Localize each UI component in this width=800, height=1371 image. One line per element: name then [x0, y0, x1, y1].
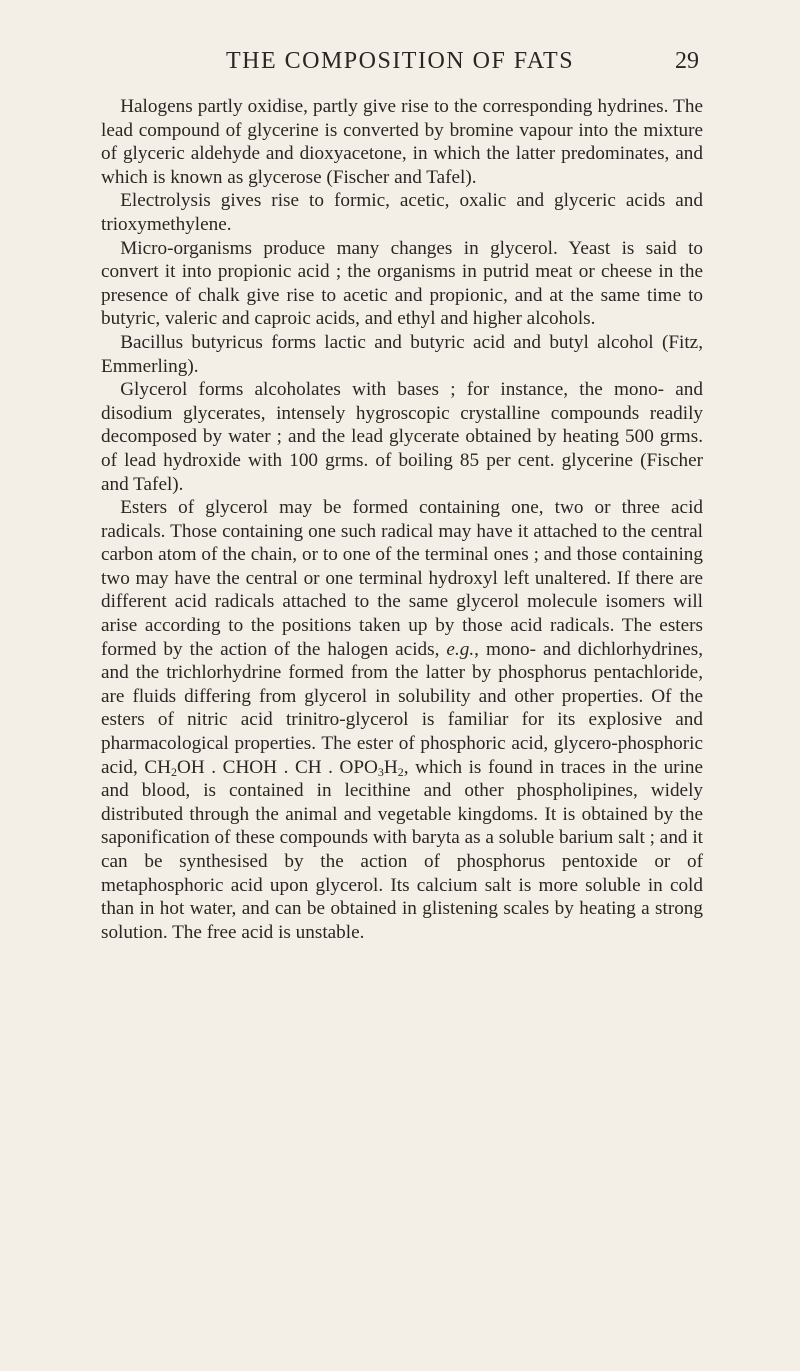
running-title: THE COMPOSITION OF FATS [225, 48, 575, 74]
page-number: 29 [675, 48, 699, 74]
paragraph-alcoholates: Glycerol forms alcoholates with bases ; for instance, the mono- and disodium glycerates, intensely hygroscopic crystalline compounds readily decomposed by water ; and the lead glycerate obtained by heating 500 grms. of lead hydroxide with 100 grms. of boiling 85 per cent. glycerine (Fischer and Tafel). [101, 379, 703, 495]
paragraph-halogens: Halogens partly oxidise, partly give rise to the corresponding hydrines. The lead compound of glycerine is converted by bromine vapour into the mixture of glyceric aldehyde and dioxyacetone, in which the latter predominates, and which is known as glycerose (Fischer and Tafel). [101, 96, 703, 188]
esters-text-part-3: , which is found in traces in the urine and blood, is contained in lecithine and other phospholipines, widely distributed through the animal and vegetable kingdoms. It is obtained by the saponification of these compounds with baryta as a soluble barium salt ; and it can be synthesised by the action of phosphorus pentoxide or of metaphosphoric acid upon glycerol. Its calcium salt is more soluble in cold than in hot water, and can be obtained in glistening scales by heating a strong solution. The free acid is unstable. [101, 756, 704, 943]
paragraph-esters [101, 496, 703, 944]
paragraph-electrolysis: Electrolysis gives rise to formic, acetic, oxalic and glyceric acids and trioxymethylene. [101, 190, 703, 235]
chemical-formula: $CH_2OH$ . CHOH . CH . $OPO_3H_2$ [144, 756, 404, 779]
paragraph-micro-organisms: Micro-organisms produce many changes in glycerol. Yeast is said to convert it into propionic acid ; the organisms in putrid meat or cheese in the presence of chalk give rise to acetic and propionic, and at the same time to butyric, valeric and caproic acids, and ethyl and higher alcohols. [101, 237, 703, 330]
eg-abbreviation: e.g. [446, 638, 475, 660]
esters-text-part-1: Esters of glycerol may be formed containing one, two or three acid radicals. Those containing one such radical may have it attached to the central carbon atom of the chain, or to one of the terminal ones ; and those containing two may have the central or one terminal hydroxyl left unaltered. If there are different acid radicals attached to the same glycerol molecule isomers will arise according to the positions taken up by those acid radicals. The esters formed by the action of the halogen acids, [101, 497, 703, 660]
paragraph-bacillus: Bacillus butyricus forms lactic and butyric acid and butyl alcohol (Fitz, Emmerling). [101, 331, 703, 377]
running-head [0, 48, 800, 82]
body-text [101, 95, 703, 944]
esters-text-part-2: , mono- and dichlorhydrines, and the trichlorhydrine formed from the latter by phosphorus pentachloride, are fluids differing from glycerol in solubility and other properties. Of the esters of nitric acid trinitro-glycerol is familiar for its explosive and pharmacological properties. The ester of phosphoric acid, glycero-phosphoric acid, [101, 638, 703, 778]
